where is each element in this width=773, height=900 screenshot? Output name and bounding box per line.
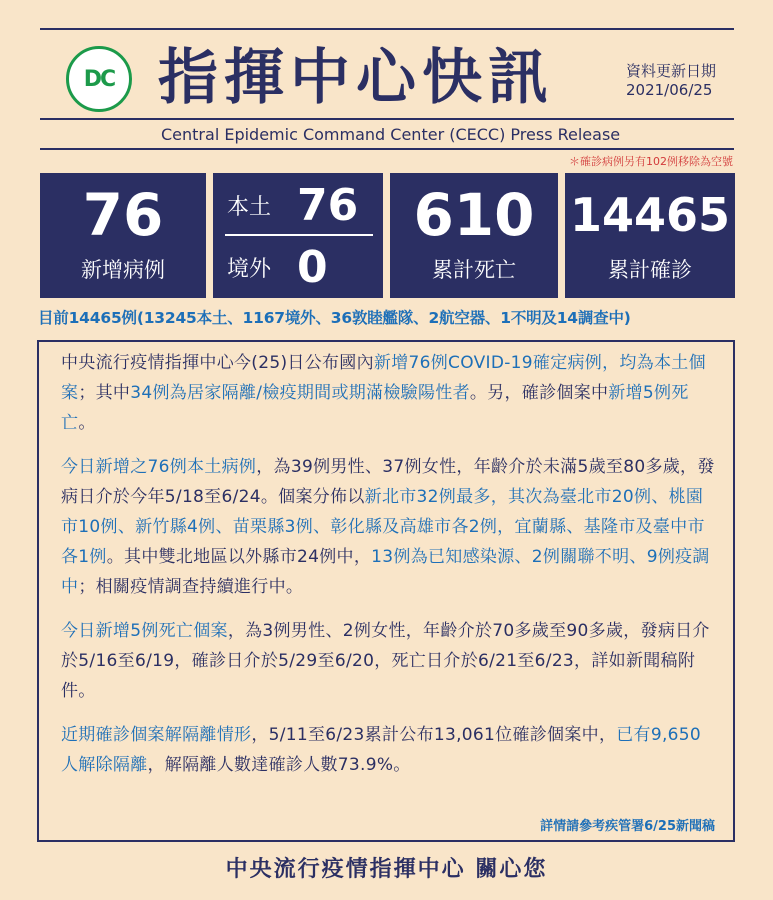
p1-highlight: 34例為居家隔離/檢疫期間或期滿檢驗陽性者: [130, 383, 470, 403]
domestic-row: [227, 177, 373, 233]
footer-slogan: 中央流行疫情指揮中心 關心您: [225, 857, 548, 882]
case-summary: 目前14465例(13245本土、1167境外、36敦睦艦隊、2航空器、1不明及14調查中): [38, 309, 631, 327]
imported-value: 0: [297, 241, 328, 293]
imported-label: 境外: [227, 256, 272, 282]
footnote-red: ＊確診病例另有102例移除為空號: [569, 155, 733, 168]
paragraph-4: [61, 720, 715, 780]
deaths-label: 累計死亡: [432, 258, 516, 282]
p1-highlight: 新增76例COVID-19確定病例，均為本土個案: [61, 353, 706, 403]
p2-text: ；相關疫情調查持續進行中。: [78, 577, 304, 597]
p2-text: 。其中雙北地區以外縣市24例中，: [106, 547, 372, 567]
p2-highlight: 新北市32例最多，其次為臺北市20例、桃園市10例、新竹縣4例、苗栗縣3例、彰化縣及高雄市各2例，宜蘭縣、基隆市及臺中市各1例: [61, 487, 705, 567]
total-label: 累計確診: [608, 258, 692, 282]
p1-highlight: 新增5例死亡: [61, 383, 689, 433]
paragraph-1: [61, 348, 715, 438]
update-label: 資料更新日期: [626, 62, 717, 80]
new-cases-value: 76: [82, 181, 164, 249]
paragraph-3: [61, 616, 715, 706]
cdc-logo: [66, 46, 132, 112]
domestic-label: 本土: [227, 194, 272, 220]
p3-highlight: 今日新增5例死亡個案: [61, 621, 228, 641]
paragraph-2: [61, 452, 715, 602]
split-card: [213, 173, 383, 298]
subtitle-rule: [40, 148, 734, 150]
split-divider: [225, 234, 373, 236]
p2-highlight: 13例為已知感染源、2例關聯不明、9例疫調中: [61, 547, 710, 597]
p2-text: ，為39例男性、37例女性，年齡介於未滿5歲至80多歲，發病日介於今年5/18至6/24。個案分佈以: [61, 457, 715, 507]
total-card: [565, 173, 735, 298]
subtitle: Central Epidemic Command Center (CECC) Press Release: [161, 125, 621, 144]
page-title: 指揮中心快訊: [158, 43, 554, 113]
content-box: [37, 340, 735, 842]
p4-text: ，解隔離人數達確診人數73.9%。: [147, 755, 411, 775]
p3-text: ，為3例男性、2例女性，年齡介於70多歲至90多歲，發病日介於5/16至6/19，確診日介於5/29至6/20，死亡日介於6/21至6/23，詳如新聞稿附件。: [61, 621, 710, 701]
p4-highlight: 近期確診個案解隔離情形: [61, 725, 252, 745]
update-date: 2021/06/25: [626, 81, 713, 99]
p1-text: 中央流行疫情指揮中心今(25)日公布國內: [61, 353, 374, 373]
new-cases-label: 新增病例: [81, 258, 165, 282]
top-rule: [40, 28, 734, 30]
deaths-card: [390, 173, 558, 298]
total-value: 14465: [569, 188, 731, 242]
p1-text: 。另，確診個案中: [469, 383, 609, 403]
p1-text: 。: [78, 413, 96, 433]
reference-note: 詳情請參考疾管署6/25新聞稿: [540, 819, 715, 834]
p1-text: ；其中: [78, 383, 131, 403]
deaths-value: 610: [413, 181, 535, 249]
p2-highlight: 今日新增之76例本土病例: [61, 457, 257, 477]
update-info: [626, 62, 716, 100]
p4-text: ，5/11至6/23累計公布13,061位確診個案中，: [251, 725, 617, 745]
title-rule: [40, 118, 734, 120]
imported-row: [227, 239, 373, 295]
domestic-value: 76: [297, 179, 359, 231]
logo-text: DC: [83, 66, 115, 92]
p4-highlight: 已有9,650人解除隔離: [61, 725, 702, 775]
new-cases-card: [40, 173, 206, 298]
